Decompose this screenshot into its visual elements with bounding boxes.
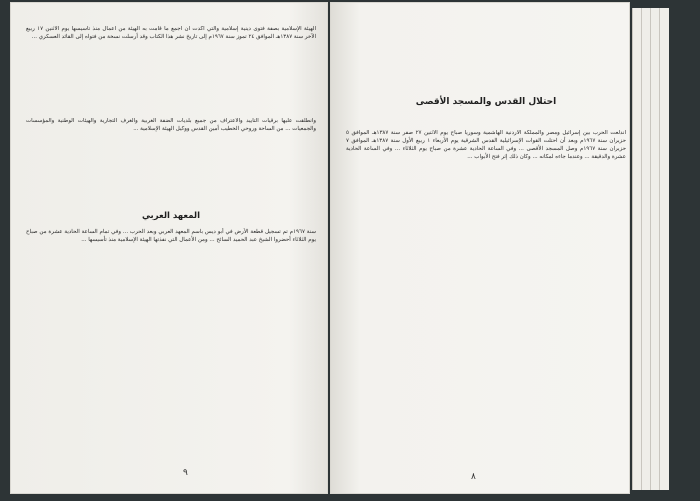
page-number-left: ٩ — [183, 468, 188, 478]
page-number-right: ٨ — [471, 472, 476, 482]
page-edge — [659, 8, 669, 490]
right-body-text: اندلعت الحرب بين إسرائيل ومصر والمملكة الأردنية الهاشمية وسوريا صباح يوم الأثنين ٢٧ صفر سنة ١٣٨٧هـ الموافق ٥ حزيران سنة ١٩٦٧م وبعد أن احتلت القوات الإسرائيلية القدس الشرقية يوم الأربعاء ١ ربيع الأول سنة ١٣٨٧هـ الموافق ٧ حزيران سنة ١٩٦٧م وصل المسجد الأقصى ... وفي الساعة الحادية عشرة من صباح يوم الثلاثاء ... وفي الساعة الحادية عشرة والدقيقة ... وعندما جاءه لمكانه ... وكان ذلك إثر فتح الأبواب ... — [346, 130, 626, 160]
left-paragraph-1: الهيئة الإسلامية بصفة فتوى دينية إسلامية والتي أكدت أن أجمع ما قامت به الهيئة من أعمال منذ تأسيسها يوم الأثنين ١٧ ربيع الآخر سنة ١٣٨٧هـ الموافق ٢٤ تموز سنة ١٩٦٧م إلى تاريخ نشر هذا الكتاب وقد أرسلت نسخة من فتواه إلى القائد العسكري ... — [26, 26, 316, 40]
left-paragraph-3: سنة ١٩٦٧م تم تسجيل قطعة الأرض في أبو ديس باسم المعهد العربي وبعد الحرب ... وفي تمام الساعة الحادية عشرة من صباح يوم الثلاثاء أحضروا الشيخ عبد الحميد السائح ... ومن الأعمال التي نفذتها الهيئة الإسلامية منذ تأسيسها ... — [26, 229, 316, 243]
chapter-heading: احتلال القدس والمسجد الأقصى — [415, 97, 557, 107]
left-paragraph-2: وانطلقت عليها برقيات التأييد والاعتراف من جميع بلديات الضفة الغربية والغرف التجارية والهيئات الوطنية والمؤسسات والجمعيات ... من الساحة وروحي الخطيب أمين القدس ووكيل الهيئة الإسلامية ... — [26, 118, 316, 132]
section-heading-arab-institute: المعهد العربي — [141, 211, 201, 221]
